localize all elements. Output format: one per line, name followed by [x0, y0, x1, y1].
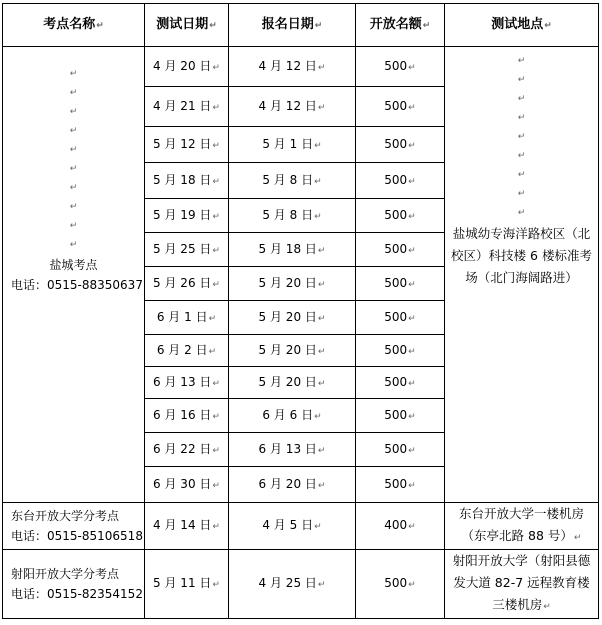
reg-date-cell: 4 月 12 日 ↵ — [229, 87, 356, 127]
reg-date-cell: 5 月 18 日 ↵ — [229, 233, 356, 267]
reg-date-cell: 6 月 20 日 ↵ — [229, 467, 356, 503]
sheyang-name: 射阳开放大学分考点 — [11, 567, 120, 581]
test-date-cell: 4 月 14 日 ↵ — [145, 503, 229, 550]
quota-cell: 400 ↵ — [356, 503, 445, 550]
test-date-cell: 5 月 18 日 ↵ — [145, 163, 229, 199]
quota-cell: 500 ↵ — [356, 87, 445, 127]
yancheng-phone: 电话：0515-88350637 — [11, 277, 143, 292]
quota-cell: 500 ↵ — [356, 163, 445, 199]
header-quota: 开放名额 ↵ — [356, 4, 445, 47]
test-date-cell: 4 月 21 日 ↵ — [145, 87, 229, 127]
quota-cell: 500 ↵ — [356, 433, 445, 467]
header-reg-date: 报名日期 ↵ — [229, 4, 356, 47]
quota-cell: 500 ↵ — [356, 127, 445, 163]
test-date-cell: 5 月 26 日 ↵ — [145, 267, 229, 301]
reg-date-cell: 5 月 20 日 ↵ — [229, 267, 356, 301]
exam-schedule-table — [2, 3, 599, 619]
test-date-cell: 6 月 2 日 ↵ — [145, 335, 229, 367]
quota-cell: 500 ↵ — [356, 233, 445, 267]
table-row — [3, 503, 599, 550]
quota-cell: 500 ↵ — [356, 399, 445, 433]
header-row — [3, 4, 599, 47]
reg-date-cell: 5 月 20 日 ↵ — [229, 367, 356, 399]
quota-cell: 500 ↵ — [356, 199, 445, 233]
test-date-cell: 5 月 11 日 ↵ — [145, 550, 229, 619]
sheyang-phone: 电话：0515-82354152 — [11, 587, 143, 601]
yancheng-site-cell: ↵ ↵ ↵ ↵ ↵ ↵ ↵ ↵ ↵ ↵ 盐城考点 电话：0515-88350637 — [3, 47, 145, 503]
test-date-cell: 6 月 1 日 ↵ — [145, 301, 229, 335]
reg-date-cell: 5 月 20 日 ↵ — [229, 301, 356, 335]
header-site: 考点名称 ↵ — [3, 4, 145, 47]
quota-cell: 500 ↵ — [356, 335, 445, 367]
yancheng-name: 盐城考点 — [49, 257, 98, 272]
table-row — [3, 47, 599, 87]
yancheng-location-cell: ↵ ↵ ↵ ↵ ↵ ↵ ↵ ↵ ↵ 盐城幼专海洋路校区（北校区）科技楼 6 楼标准考场（北门海阔路进） — [445, 47, 599, 503]
test-date-cell: 5 月 25 日 ↵ — [145, 233, 229, 267]
reg-date-cell: 5 月 8 日 ↵ — [229, 199, 356, 233]
reg-date-cell: 5 月 1 日 ↵ — [229, 127, 356, 163]
reg-date-cell: 5 月 8 日 ↵ — [229, 163, 356, 199]
reg-date-cell: 6 月 6 日 ↵ — [229, 399, 356, 433]
table-row — [3, 550, 599, 619]
test-date-cell: 6 月 16 日 ↵ — [145, 399, 229, 433]
reg-date-cell: 6 月 13 日 ↵ — [229, 433, 356, 467]
test-date-cell: 5 月 19 日 ↵ — [145, 199, 229, 233]
test-date-cell: 6 月 22 日 ↵ — [145, 433, 229, 467]
quota-cell: 500 ↵ — [356, 467, 445, 503]
dongtai-site-cell — [3, 503, 145, 550]
sheyang-site-cell — [3, 550, 145, 619]
test-date-cell: 6 月 30 日 ↵ — [145, 467, 229, 503]
quota-cell: 500 ↵ — [356, 550, 445, 619]
reg-date-cell: 4 月 5 日 ↵ — [229, 503, 356, 550]
reg-date-cell: 4 月 12 日 ↵ — [229, 47, 356, 87]
test-date-cell: 6 月 13 日 ↵ — [145, 367, 229, 399]
header-location: 测试地点 ↵ — [445, 4, 599, 47]
dongtai-phone: 电话：0515-85106518 — [11, 529, 143, 543]
dongtai-location: 东台开放大学一楼机房（东亭北路 88 号） ↵ — [445, 503, 599, 550]
quota-cell: 500 ↵ — [356, 47, 445, 87]
test-date-cell: 5 月 12 日 ↵ — [145, 127, 229, 163]
yancheng-location: 盐城幼专海洋路校区（北校区）科技楼 6 楼标准考场（北门海阔路进） — [451, 225, 592, 285]
reg-date-cell: 4 月 25 日 ↵ — [229, 550, 356, 619]
quota-cell: 500 ↵ — [356, 267, 445, 301]
reg-date-cell: 5 月 20 日 ↵ — [229, 335, 356, 367]
test-date-cell: 4 月 20 日 ↵ — [145, 47, 229, 87]
header-test-date: 测试日期 ↵ — [145, 4, 229, 47]
dongtai-name: 东台开放大学分考点 — [11, 509, 120, 523]
quota-cell: 500 ↵ — [356, 367, 445, 399]
sheyang-location: 射阳开放大学（射阳县德发大道 82-7 远程教育楼三楼机房 ↵ — [445, 550, 599, 619]
quota-cell: 500 ↵ — [356, 301, 445, 335]
